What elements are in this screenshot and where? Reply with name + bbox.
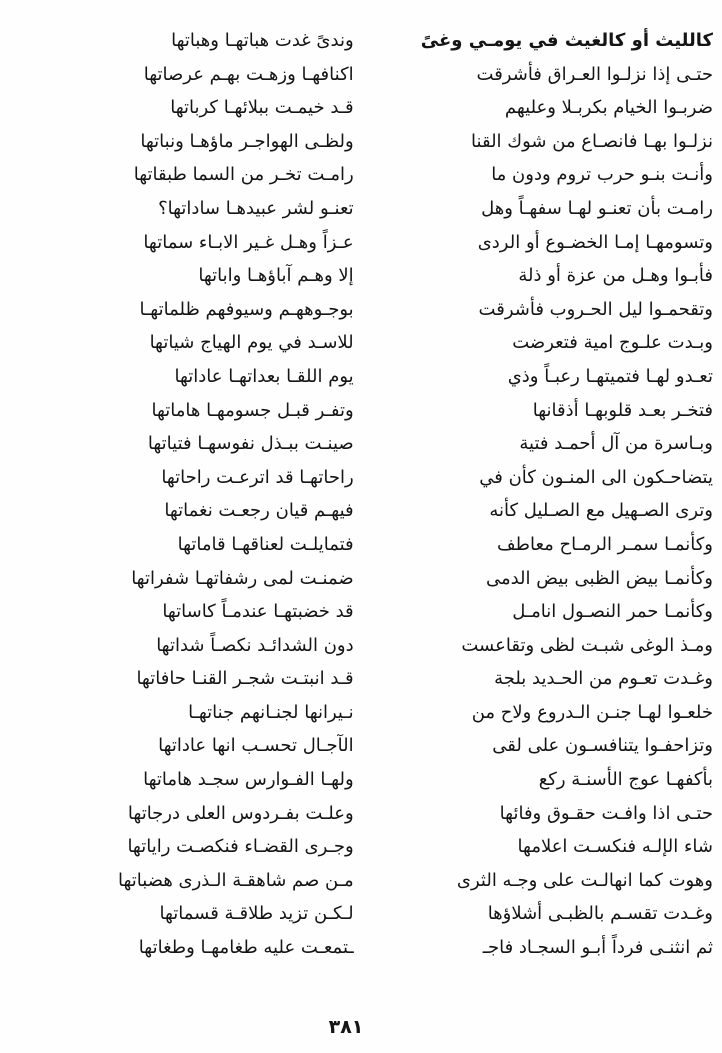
hemistich-first: فتخـر بعـد قلوبهـا أذقانها <box>532 399 713 421</box>
verse-row <box>35 326 713 360</box>
hemistich-first: وبـاسرة من آل أحمـد فتية <box>519 433 713 455</box>
verse-row <box>35 293 713 327</box>
hemistich-first: وكأنمـا حمر النصـول انامـل <box>512 601 713 623</box>
hemistich-first: وكأنمـا سمـر الرمـاح معاطف <box>497 533 713 555</box>
hemistich-second: الآجـال تحسـب انها عاداتها <box>158 735 354 757</box>
hemistich-first: حتـى إذا نزلـوا العـراق فأشرقت <box>476 63 713 85</box>
hemistich-second: ولظـى الهواجـر ماؤهـا ونباتها <box>140 130 354 152</box>
hemistich-first: حتـى اذا وافـت حقـوق وفائها <box>499 802 713 824</box>
hemistich-first: وتزاحفـوا يتنافسـون على لقى <box>492 735 713 757</box>
hemistich-first: وبـدت علـوج امية فتعرضت <box>512 332 713 354</box>
page-number: ٣٨١ <box>328 1016 364 1038</box>
verse-row <box>35 494 713 528</box>
verse-row <box>35 729 713 763</box>
verse-row <box>35 24 713 58</box>
hemistich-second: وجـرى القضـاء فنكصـت راياتها <box>127 836 354 858</box>
verse-row <box>35 797 713 831</box>
hemistich-first: يتضاحـكون الى المنـون كأن في <box>479 466 713 488</box>
hemistich-second: يوم اللقـا بعداتهـا عاداتها <box>174 365 354 387</box>
verse-row <box>35 394 713 428</box>
verse-row <box>35 461 713 495</box>
hemistich-first: وكأنمـا بيض الظبى بيض الدمى <box>485 567 713 589</box>
hemistich-second: وعلـت بفـردوس العلى درجاتها <box>127 802 354 824</box>
hemistich-second: فتمايلـت لعناقهـا قاماتها <box>177 533 354 555</box>
verse-row <box>35 931 713 965</box>
hemistich-first: وترى الصـهيل مع الصـليل كأنه <box>489 500 713 522</box>
hemistich-second: رامـت تخـر من السما طبقاتها <box>133 164 354 186</box>
hemistich-first: كالليث أو كالغيث في يومـي وغىً <box>420 30 713 51</box>
verse-row <box>35 562 713 596</box>
hemistich-second: لـكـن تزيد طلاقـة قسماتها <box>159 903 354 925</box>
hemistich-second: نـيرانها لجنـانهم جناتهـا <box>188 701 354 723</box>
hemistich-second: وتفـر قبـل جسومهـا هاماتها <box>151 399 354 421</box>
hemistich-second: راحاتهـا قد اترعـت راحاتها <box>161 466 354 488</box>
verse-row <box>35 360 713 394</box>
hemistich-second: إلا وهـم آباؤهـا واباتها <box>198 265 354 287</box>
hemistich-second: فيهـم قيان رجعـت نغماتها <box>164 500 354 522</box>
hemistich-second: ضمنـت لمى رشفاتهـا شفراتها <box>131 567 354 589</box>
hemistich-first: ضربـوا الخيام بكربـلا وعليهم <box>504 97 713 119</box>
hemistich-second: وندىً غدت هباتهـا وهباتها <box>171 30 354 51</box>
hemistich-first: تعـدو لهـا فتميتهـا رعبـاً وذي <box>507 365 713 387</box>
hemistich-first: رامـت بأن تعنـو لهـا سفهـاً وهل <box>481 197 713 219</box>
verse-row <box>35 259 713 293</box>
hemistich-second: قد خضبتهـا عندمـاً كاساتها <box>162 601 354 623</box>
hemistich-second: ولهـا الفـوارس سجـد هاماتها <box>143 769 354 791</box>
verse-row <box>35 158 713 192</box>
poem <box>35 24 713 965</box>
hemistich-second: بوجـوههـم وسيوفهم ظلماتهـا <box>139 298 354 320</box>
hemistich-second: تعنـو لشر عبيدهـا ساداتها؟ <box>158 197 354 219</box>
verse-row <box>35 864 713 898</box>
hemistich-first: نزلـوا بهـا فانصـاع من شوك القنا <box>471 130 713 152</box>
hemistich-second: للاسـد في يوم الهياج شياتها <box>149 332 354 354</box>
verse-row <box>35 528 713 562</box>
verse-row <box>35 192 713 226</box>
page-footer <box>0 1016 692 1038</box>
hemistich-second: اكنافهـا وزهـت بهـم عرصاتها <box>143 63 354 85</box>
hemistich-first: وتسومهـا إمـا الخضـوع أو الردى <box>477 231 713 253</box>
hemistich-first: وغـدت تقسـم بالظبـى أشلاؤها <box>487 903 713 925</box>
verse-row <box>35 91 713 125</box>
hemistich-first: فأبـوا وهـل من عزة أو ذلة <box>518 265 713 287</box>
hemistich-second: قـد خيمـت ببلائهـا كرباتها <box>170 97 354 119</box>
hemistich-first: وغـدت تعـوم من الحـديد بلجة <box>494 668 713 690</box>
hemistich-second: مـن صم شاهقـة الـذرى هضباتها <box>118 869 354 891</box>
hemistich-second: ـتمعـت عليه طغامهـا وطغاتها <box>138 937 354 959</box>
hemistich-second: عـزاً وهـل غـير الابـاء سماتها <box>143 231 354 253</box>
hemistich-first: ومـذ الوغى شبـت لظى وتقاعست <box>461 634 713 656</box>
verse-row <box>35 897 713 931</box>
hemistich-second: دون الشدائـد نكصـاً شداتها <box>156 634 354 656</box>
verse-row <box>35 125 713 159</box>
hemistich-first: شاء الإلـه فنكسـت اعلامها <box>517 836 713 858</box>
hemistich-first: وتقحمـوا ليل الحـروب فأشرقت <box>478 298 713 320</box>
hemistich-second: صينـت ببـذل نفوسهـا فتياتها <box>147 433 354 455</box>
hemistich-first: وهوت كما انهالـت على وجـه الثرى <box>456 869 713 891</box>
hemistich-first: وأنـت بنـو حرب تروم ودون ما <box>491 164 713 186</box>
hemistich-first: بأكفهـا عوج الأسنـة ركع <box>538 769 713 791</box>
verse-row <box>35 427 713 461</box>
verse-row <box>35 595 713 629</box>
verse-row <box>35 662 713 696</box>
verse-row <box>35 830 713 864</box>
verse-row <box>35 696 713 730</box>
verse-row <box>35 629 713 663</box>
verse-row <box>35 226 713 260</box>
verse-row <box>35 58 713 92</box>
verse-row <box>35 763 713 797</box>
hemistich-first: خلعـوا لهـا جنـن الـدروع ولاح من <box>471 701 713 723</box>
hemistich-first: ثم انثنـى فرداً أبـو السجـاد فاجـ <box>482 937 713 959</box>
hemistich-second: قـد انبتـت شجـر القنـا حافاتها <box>136 668 354 690</box>
